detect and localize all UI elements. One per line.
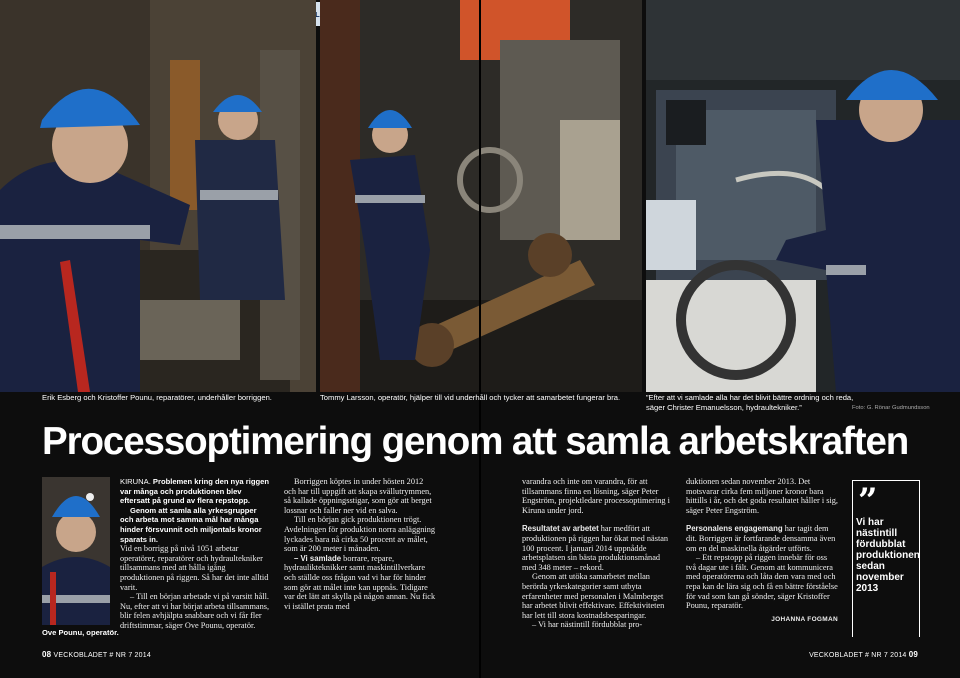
footer-right	[809, 650, 918, 659]
page-number-right: 09	[908, 650, 918, 659]
body-paragraph: Borriggen köptes in under hösten 2012 och har till uppgift att skapa svällutrymmen, så kallade öppningsstigar, som gör att berget lossnar och faller ner vid en salva.	[284, 477, 432, 515]
footer-publication-left: VECKOBLADET # NR 7 2014	[53, 652, 151, 659]
body-paragraph: duktionen sedan november 2013. Det motsvarar cirka fem miljoner kronor bara hittills i år, och det goda resultatet håller i sig, säger Peter Engström.	[686, 477, 838, 515]
body-paragraph: – Ett repstopp på riggen innebär för oss två dagar ute i fält. Genom att kommunicera med operatörerna och låta dem vara med och repa kan de lära sig och få en bättre förståelse för vad som kan gå sönder, säger Kristoffer Pounu, reparatör.	[686, 553, 838, 611]
body-paragraph: Till en början gick produktionen trögt. Avdelningen för produktion norra anläggning lyckades bara nå cirka 50 procent av målet, som är 200 meter i månaden.	[284, 515, 435, 554]
article-column-3	[522, 477, 674, 630]
footer-publication-right: VECKOBLADET # NR 7 2014	[809, 652, 907, 659]
article-column-4	[686, 477, 838, 624]
article-column-2	[284, 477, 436, 611]
paragraph-lead: Resultatet av arbetet	[522, 524, 599, 534]
caption-photo-3-line-2: säger Christer Emanuelsson, hydraultekniker.”	[646, 403, 802, 412]
quote-mark-icon: ”	[858, 481, 878, 521]
paragraph-lead: – Vi samlade	[294, 553, 342, 563]
photo-repairers	[0, 0, 316, 392]
photo-operator	[320, 0, 642, 392]
body-paragraph: – Till en början arbetade vi på varsitt håll. Nu, efter att vi har börjat arbeta tillsammans, blir felen avhjälpta snabbare och vi får fler driftstimmar, säger Ove Pounu, operatör.	[120, 592, 270, 630]
body-paragraph: Genom att utöka samarbetet mellan berörda yrkeskategorier samt utbyta erfarenheter med personalen i Malmberget har arbetet blivit effektivare. Effektiviteten har lett till stora kostnadsbesparingar.	[522, 572, 665, 620]
portrait-caption: Ove Pounu, operatör.	[42, 628, 119, 637]
photo-hydraulic-technician	[646, 0, 960, 392]
caption-photo-3-line-1: ”Efter att vi samlade alla har det blivit bättre ordning och reda,	[646, 393, 854, 402]
author-byline: JOHANNA FOGMAN	[771, 615, 838, 623]
body-paragraph: har tagit dem dit. Borriggen är fortfarande densamma även om en del maskinella åtgärder utförts.	[686, 524, 836, 553]
caption-photo-1: Erik Esberg och Kristoffer Pounu, reparatörer, underhåller borriggen.	[42, 393, 272, 402]
photo-credit: Foto: G. Rönar Gudmundsson	[852, 405, 930, 411]
portrait-photo	[42, 477, 110, 625]
page-number-left: 08	[42, 650, 52, 659]
body-paragraph: borrare, repare, hydraulikteknikker samt maskintillverkare och ställde oss frågan vad vi har för hinder som gör att målet inte kan uppnås. Tidigare var det lätt att skylla på någon annan. Nu fick vi istället prata med	[284, 553, 436, 611]
dateline: KIRUNA.	[120, 477, 151, 486]
article-column-1	[120, 477, 270, 631]
body-paragraph: varandra och inte om varandra, för att tillsammans finna en lösning, säger Peter Engström, projektledare processoptimering i Kiruna under jord.	[522, 477, 670, 515]
body-paragraph: har medfört att produktionen på riggen har ökat med nästan 100 procent. I januari 2014 uppnådde arbetsplatsen sin bästa produktionsmånad med 348 meter – rekord.	[522, 524, 669, 572]
footer-left	[42, 650, 151, 659]
body-paragraph: – Vi har nästintill fördubblat pro-	[532, 620, 643, 630]
page-gutter	[479, 0, 481, 678]
caption-photo-2: Tommy Larsson, operatör, hjälper till vid underhåll och tycker att samarbetet fungerar bra.	[320, 393, 621, 402]
body-paragraph: Vid en borrigg på nivå 1051 arbetar operatörer, reparatörer och hydraultekniker tillsammans med att hålla igång produktionen på riggen. Så har det inte alltid varit.	[120, 544, 269, 592]
page-title: Processoptimering genom att samla arbetskraften	[42, 420, 909, 463]
pull-quote-text: Vi har nästintill fördubblat produktionen sedan november 2013	[856, 517, 920, 594]
lead-text-2: Genom att samla alla yrkesgrupper och arbeta mot samma mål har många hinder försvunnit och miljontals kronor sparats in.	[120, 505, 262, 544]
lead-text: Problemen kring den nya riggen var många och produktionen blev eftersatt på grund av flera repstopp.	[120, 477, 269, 506]
paragraph-lead: Personalens engagemang	[686, 524, 783, 534]
